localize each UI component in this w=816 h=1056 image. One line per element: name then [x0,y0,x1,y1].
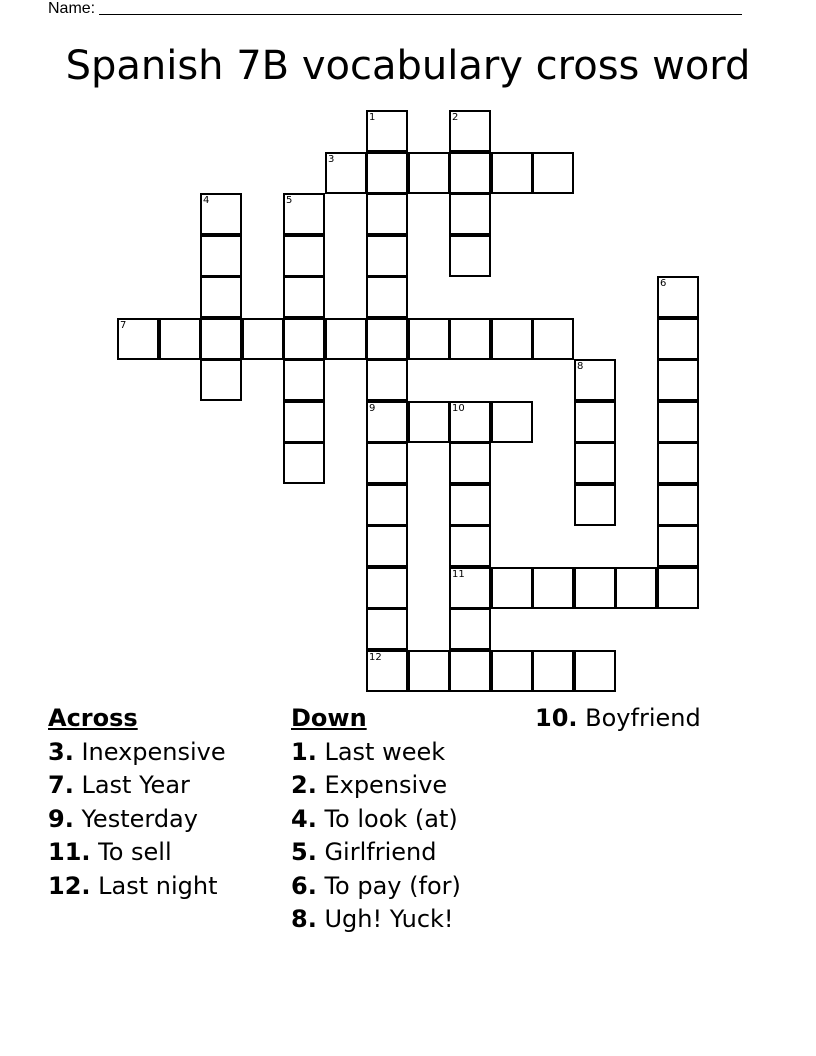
down-clue [291,903,461,937]
grid-cell[interactable] [366,567,408,609]
grid-cell[interactable] [408,401,450,443]
grid-cell[interactable] [366,152,408,194]
grid-cell[interactable] [574,359,616,401]
cell-number: 6 [660,278,667,289]
grid-cell[interactable] [574,442,616,484]
grid-cell[interactable] [657,525,699,567]
clue-number: 3. [48,737,74,766]
grid-cell[interactable] [532,650,574,692]
across-clue [48,736,226,770]
clue-text: To pay (for) [316,871,461,900]
cell-number: 7 [120,320,127,331]
grid-cell[interactable] [283,401,325,443]
clue-text: To sell [90,838,172,866]
grid-cell[interactable] [283,235,325,277]
down-clues-continued [535,702,701,736]
clue-text: Expensive [316,771,448,799]
grid-cell[interactable] [657,359,699,401]
grid-cell[interactable] [408,152,450,194]
down-clue [291,803,461,837]
grid-cell[interactable] [366,608,408,650]
cell-number: 5 [286,195,293,206]
grid-cell[interactable] [200,193,242,235]
grid-cell[interactable] [449,193,491,235]
name-label: Name: [48,0,96,17]
across-heading: Across [48,704,138,732]
down-heading: Down [291,704,367,732]
grid-cell[interactable] [657,401,699,443]
clue-text: Inexpensive [73,737,226,766]
down-clues [291,702,461,937]
across-clue [48,870,226,904]
grid-cell[interactable] [657,276,699,318]
grid-cell[interactable] [283,318,325,360]
grid-cell[interactable] [532,152,574,194]
clue-number: 11. [48,838,91,866]
cell-number: 11 [452,569,465,580]
clue-number: 6. [291,871,317,900]
grid-cell[interactable] [532,318,574,360]
grid-cell[interactable] [574,401,616,443]
grid-cell[interactable] [325,152,367,194]
grid-cell[interactable] [574,650,616,692]
cell-number: 9 [369,403,376,414]
clue-text: Last night [90,871,218,900]
clue-number: 10. [535,704,578,732]
grid-cell[interactable] [366,276,408,318]
grid-cell[interactable] [366,525,408,567]
grid-cell[interactable] [491,650,533,692]
grid-cell[interactable] [491,318,533,360]
grid-cell[interactable] [574,484,616,526]
cell-number: 2 [452,112,459,123]
clue-number: 2. [291,771,317,799]
across-clue [48,836,226,870]
grid-cell[interactable] [366,650,408,692]
grid-cell[interactable] [159,318,201,360]
clue-number: 5. [291,838,317,866]
down-clue [291,769,461,803]
clue-text: Yesterday [73,804,198,833]
grid-cell[interactable] [491,152,533,194]
grid-cell[interactable] [491,567,533,609]
grid-cell[interactable] [449,525,491,567]
page-title: Spanish 7B vocabulary cross word [65,43,751,89]
grid-cell[interactable] [200,359,242,401]
grid-cell[interactable] [366,318,408,360]
grid-cell[interactable] [283,359,325,401]
clue-text: To look (at) [316,804,458,833]
grid-cell[interactable] [449,484,491,526]
grid-cell[interactable] [449,442,491,484]
down-clue [291,736,461,770]
clue-text: Boyfriend [577,704,701,732]
cell-number: 3 [328,154,335,165]
grid-cell[interactable] [408,650,450,692]
grid-cell[interactable] [366,193,408,235]
grid-cell[interactable] [574,567,616,609]
clue-number: 12. [48,871,91,900]
grid-cell[interactable] [200,235,242,277]
grid-cell[interactable] [449,110,491,152]
grid-cell[interactable] [283,276,325,318]
clue-number: 4. [291,804,317,833]
grid-cell[interactable] [366,235,408,277]
cell-number: 12 [369,652,382,663]
grid-cell[interactable] [657,484,699,526]
grid-cell[interactable] [366,484,408,526]
grid-cell[interactable] [325,318,367,360]
down-clue [291,836,461,870]
grid-cell[interactable] [117,318,159,360]
grid-cell[interactable] [491,401,533,443]
clue-number: 7. [48,771,74,799]
grid-cell[interactable] [615,567,657,609]
grid-cell[interactable] [449,650,491,692]
across-clue [48,769,226,803]
clue-number: 8. [291,905,317,933]
across-clue [48,803,226,837]
across-clues [48,702,226,903]
clue-number: 1. [291,737,317,766]
clue-text: Last week [316,737,446,766]
clue-text: Ugh! Yuck! [316,905,454,933]
grid-cell[interactable] [200,318,242,360]
cell-number: 10 [452,403,465,414]
grid-cell[interactable] [449,608,491,650]
clue-text: Last Year [73,771,190,799]
grid-cell[interactable] [366,401,408,443]
grid-cell[interactable] [366,442,408,484]
cell-number: 4 [203,195,210,206]
grid-cell[interactable] [657,442,699,484]
grid-cell[interactable] [449,235,491,277]
grid-cell[interactable] [200,276,242,318]
grid-cell[interactable] [532,567,574,609]
grid-cell[interactable] [242,318,284,360]
grid-cell[interactable] [366,110,408,152]
clue-text: Girlfriend [316,838,437,866]
grid-cell[interactable] [657,318,699,360]
down-clue [535,702,701,736]
cell-number: 8 [577,361,584,372]
grid-cell[interactable] [449,152,491,194]
grid-cell[interactable] [657,567,699,609]
cell-number: 1 [369,112,376,123]
grid-cell[interactable] [449,567,491,609]
grid-cell[interactable] [283,193,325,235]
grid-cell[interactable] [449,318,491,360]
grid-cell[interactable] [366,359,408,401]
grid-cell[interactable] [408,318,450,360]
grid-cell[interactable] [283,442,325,484]
clue-number: 9. [48,804,74,833]
down-clue [291,870,461,904]
grid-cell[interactable] [449,401,491,443]
